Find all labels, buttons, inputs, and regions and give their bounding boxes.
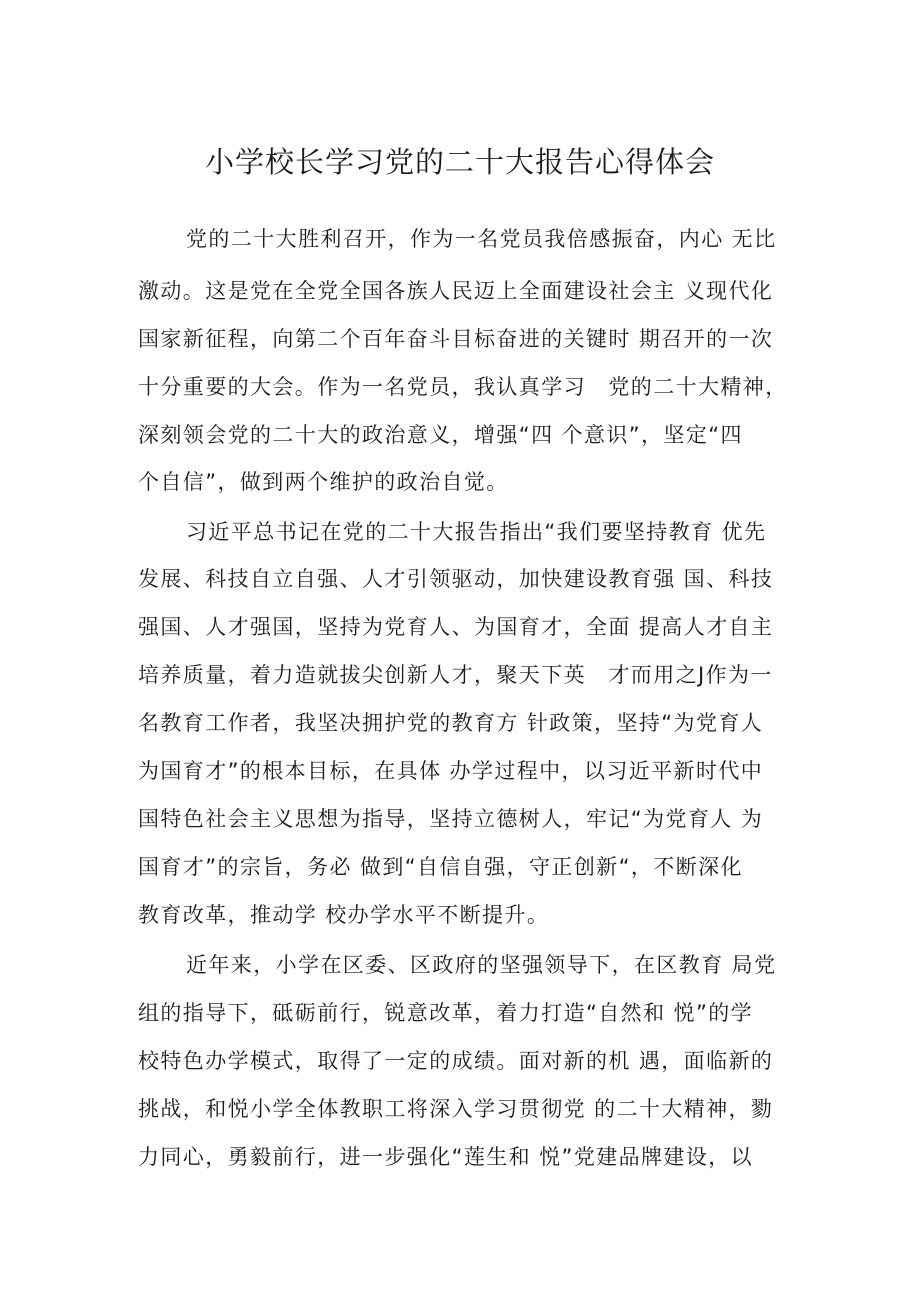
paragraph-line: 国家新征程，向第二个百年奋斗目标奋进的关键时 期召开的一次 (138, 327, 774, 351)
paragraph-line: 组的指导下，砥砺前行，锐意改革，着力打造“自然和 悦”的学 (138, 1001, 754, 1025)
paragraph-line: 名教育工作者，我坚决拥护党的教育方 针政策，坚持“为党育人 (138, 711, 764, 735)
paragraph-line: 教育改革，推动学 校办学水平不断提升。 (138, 903, 550, 927)
paragraph-line: 深刻领会党的二十大的政治意义，增强“四 个意识”，坚定“四 (138, 423, 743, 447)
paragraph-line: 近年来，小学在区委、区政府的坚强领导下，在区教育 局党 (186, 953, 777, 977)
document-title: 小学校长学习党的二十大报告心得体会 (204, 145, 715, 179)
paragraph-line: 培养质量，着力造就拔尖创新人才，聚天下英 才而用之J作为一 (138, 663, 773, 687)
paragraph-line: 挑战，和悦小学全体教职工将深入学习贯彻党 的二十大精神，勠 (138, 1097, 774, 1121)
paragraph-line: 力同心，勇毅前行，进一步强化“莲生和 悦”党建品牌建设，以 (138, 1145, 754, 1169)
paragraph-line: 激动。这是党在全党全国各族人民迈上全面建设社会主 义现代化 (138, 279, 774, 303)
paragraph-line: 强国、人才强国，坚持为党育人、为国育才，全面 提高人才自主 (138, 615, 774, 639)
paragraph-line: 国育才”的宗旨，务必 做到“自信自强，守正创新“，不断深化 (138, 855, 743, 879)
paragraph-line: 党的二十大胜利召开，作为一名党员我倍感振奋，内心 无比 (186, 227, 777, 251)
paragraph-line: 十分重要的大会。作为一名党员，我认真学习 党的二十大精神， (138, 375, 788, 399)
paragraph-line: 为国育才”的根本目标，在具体 办学过程中，以习近平新时代中 (138, 759, 764, 783)
paragraph-line: 校特色办学模式，取得了一定的成绩。面对新的机 遇，面临新的 (138, 1049, 774, 1073)
paragraph-line: 发展、科技自立自强、人才引领驱动，加快建设教育强 国、科技 (138, 567, 774, 591)
paragraph-line: 国特色社会主义思想为指导，坚持立德树人，牢记“为党育人 为 (138, 807, 764, 831)
paragraph-line: 习近平总书记在党的二十大报告指出“我们要坚持教育 优先 (186, 520, 767, 544)
paragraph-line: 个自信”，做到两个维护的政治自觉。 (138, 470, 509, 494)
